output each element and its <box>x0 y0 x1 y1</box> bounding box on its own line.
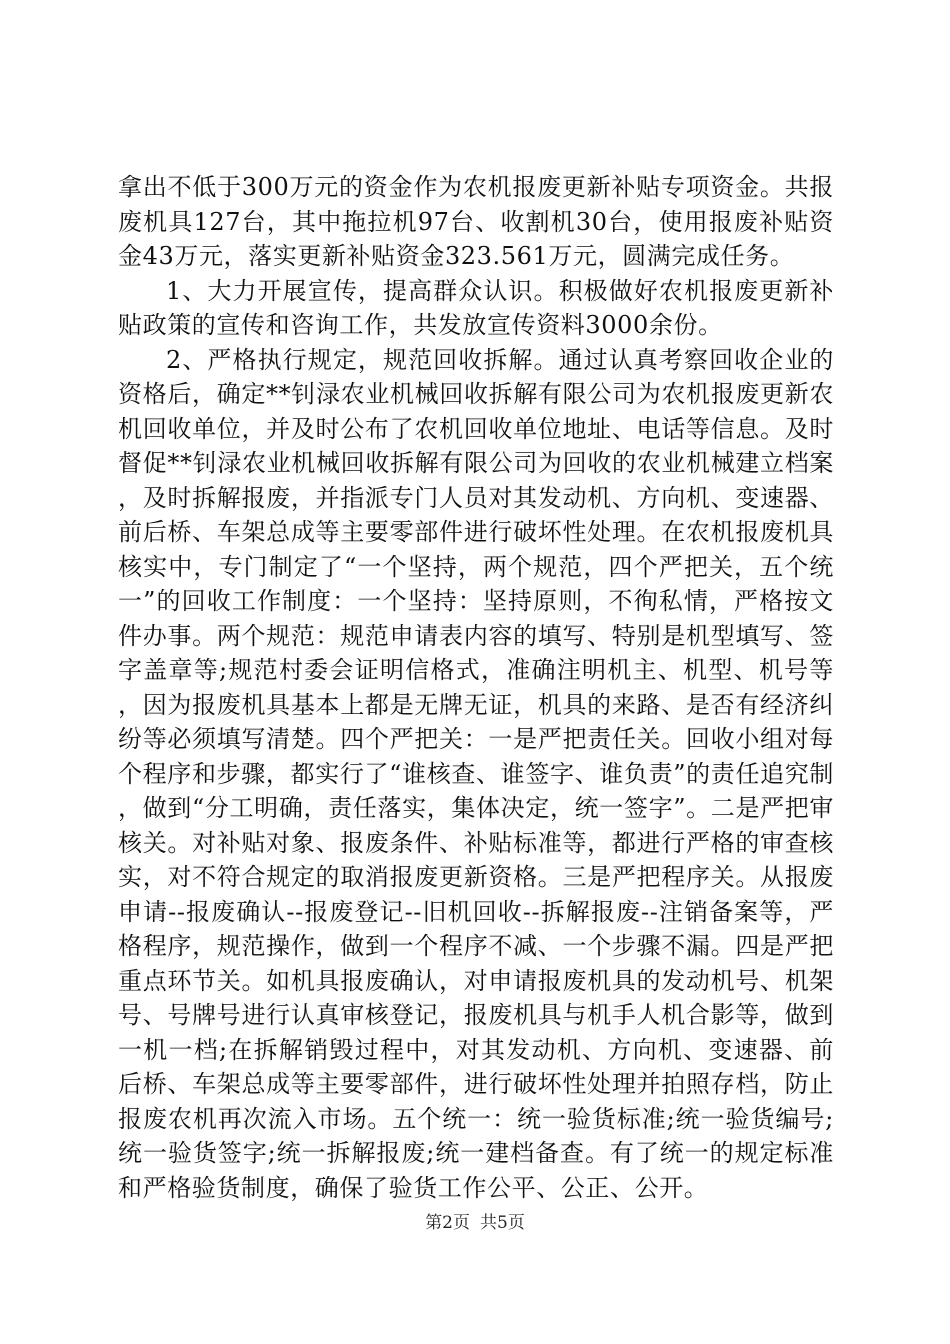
paragraph-funding-summary: 拿出不低于300万元的资金作为农机报废更新补贴专项资金。共报废机具127台，其中拖拉机97台、收割机30台，使用报废补贴资金43万元，落实更新补贴资金323.561万元，圆满完成任务。 <box>118 173 834 270</box>
paragraph-recycling-rules: 2、严格执行规定，规范回收拆解。通过认真考察回收企业的资格后，确定**钊渌农业机械回收拆解有限公司为农机报废更新农机回收单位，并及时公布了农机回收单位地址、电话等信息。及时督促**钊渌农业机械回收拆解有限公司为回收的农业机械建立档案，及时拆解报废，并指派专门人员对其发动机、方向机、变速器、前后桥、车架总成等主要零部件进行破坏性处理。在农机报废机具核实中，专门制定了“一个坚持，两个规范，四个严把关，五个统一”的回收工作制度：一个坚持：坚持原则，不徇私情，严格按文件办事。两个规范：规范申请表内容的填写、特别是机型填写、签字盖章等;规范村委会证明信格式，准确注明机主、机型、机号等，因为报废机具基本上都是无牌无证，机具的来路、是否有经济纠纷等必须填写清楚。四个严把关：一是严把责任关。回收小组对每个程序和步骤，都实行了“谁核查、谁签字、谁负责”的责任追究制，做到“分工明确，责任落实，集体决定，统一签字”。二是严把审核关。对补贴对象、报废条件、补贴标准等，都进行严格的审查核实，对不符合规定的取消报废更新资格。三是严把程序关。从报废申请--报废确认--报废登记--旧机回收--拆解报废--注销备案等，严格程序，规范操作，做到一个程序不减、一个步骤不漏。四是严把重点环节关。如机具报废确认，对申请报废机具的发动机号、机架号、号牌号进行认真审核登记，报废机具与机手人机合影等，做到一机一档;在拆解销毁过程中，对其发动机、方向机、变速器、前后桥、车架总成等主要零部件，进行破坏性处理并拍照存档，防止报废农机再次流入市场。五个统一：统一验货标准;统一验货编号;统一验货签字;统一拆解报废;统一建档备查。有了统一的规定标准和严格验货制度，确保了验货工作公平、公正、公开。 <box>118 345 834 1202</box>
paragraph-publicity: 1、大力开展宣传，提高群众认识。积极做好农机报废更新补贴政策的宣传和咨询工作，共发放宣传资料3000余份。 <box>118 276 834 339</box>
page-number: 第2页 <box>425 1213 470 1233</box>
document-body <box>118 170 834 1205</box>
page-footer <box>0 1212 950 1234</box>
page-total: 共5页 <box>480 1213 525 1233</box>
